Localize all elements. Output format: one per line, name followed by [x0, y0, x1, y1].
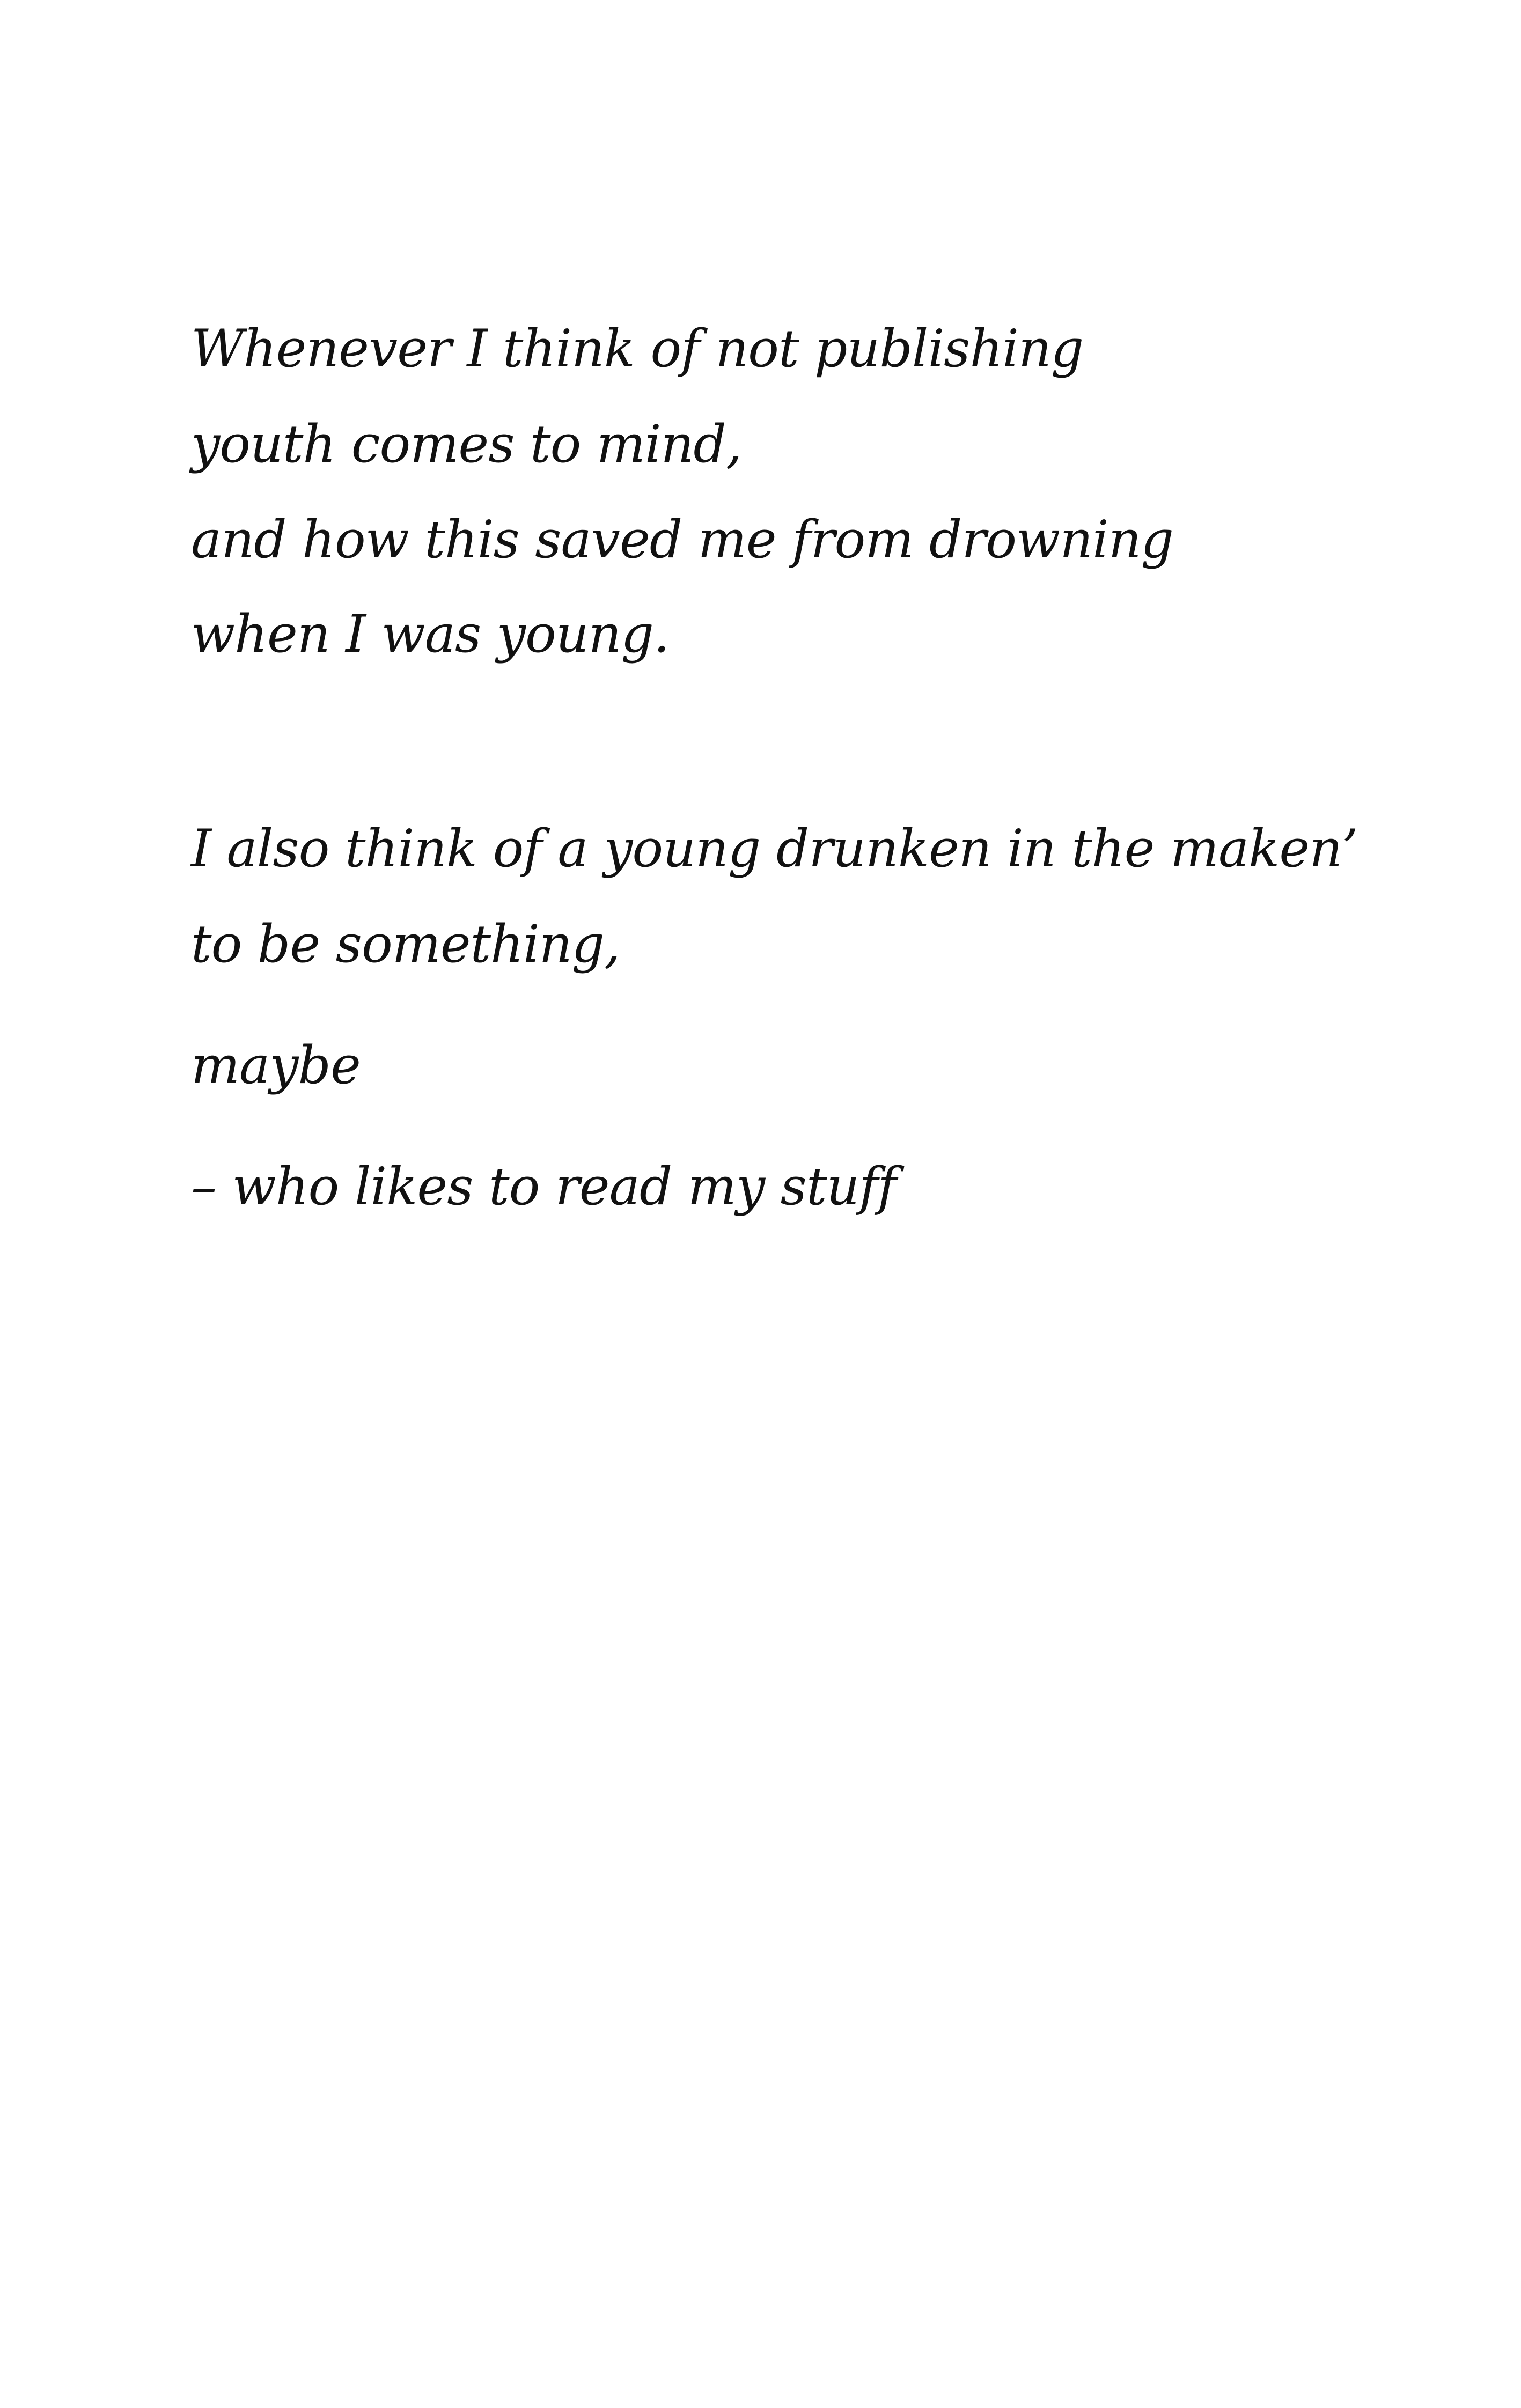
poem-line-maybe: maybe: [191, 1035, 361, 1095]
poem-line-4: when I was young.: [191, 604, 670, 664]
poem-signature: – who likes to read my stuff: [191, 1157, 897, 1217]
poem-line-5: I also think of a young drunken in the maken’: [191, 819, 1358, 879]
poem-line-1: Whenever I think of not publishing: [191, 319, 1084, 379]
poem-line-6: to be something,: [191, 914, 620, 974]
poem-line-3: and how this saved me from drowning: [191, 510, 1173, 570]
poem-line-2: youth comes to mind,: [191, 414, 742, 474]
